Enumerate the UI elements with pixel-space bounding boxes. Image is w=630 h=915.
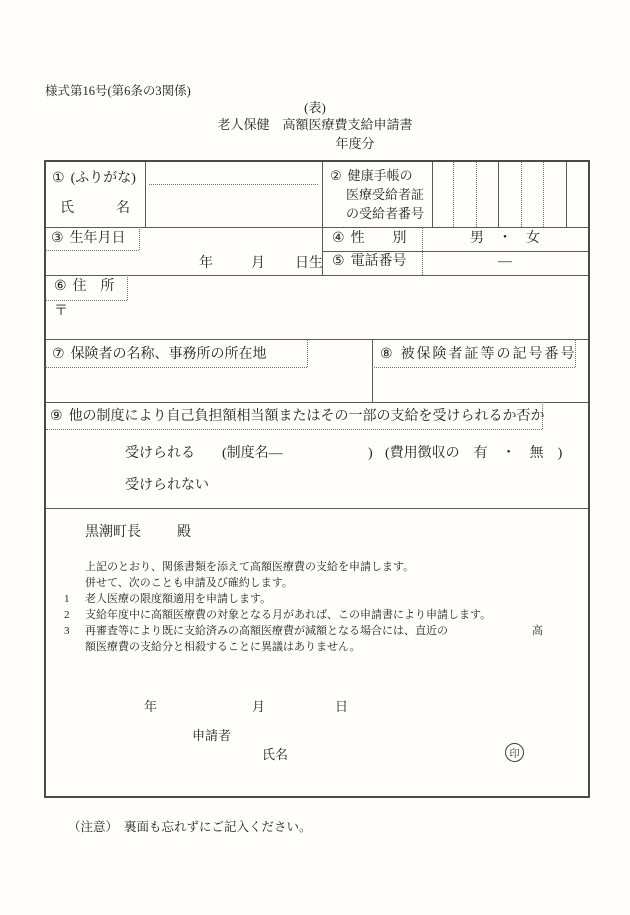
grid-line xyxy=(372,339,373,402)
field-phone-header xyxy=(332,253,407,271)
addressee-honorific: 殿 xyxy=(177,525,191,540)
grid-line xyxy=(46,250,139,251)
fee-collection-label: (費用徴収の 有 ・ 無 ) xyxy=(385,446,563,461)
footer-note xyxy=(68,820,312,836)
item-1-number: 1 xyxy=(64,593,70,605)
recipient-label-line2: 医療受給者証 xyxy=(346,187,425,202)
field-number: ⑦ xyxy=(52,347,65,362)
grid-line xyxy=(46,300,127,301)
grid-line xyxy=(46,227,588,228)
insurer-input-area xyxy=(48,368,370,400)
option-yes: 受けられる xyxy=(125,446,195,461)
insurer-label: 保険者の名称、事務所の所在地 xyxy=(70,347,267,362)
field-number: ③ xyxy=(51,231,64,246)
field-number: ⑨ xyxy=(50,409,63,424)
field-number: ⑥ xyxy=(54,279,67,294)
field-recipient-header xyxy=(330,168,413,184)
recipient-label-line1: 健康手帳の xyxy=(347,168,413,183)
item-2-number: 2 xyxy=(64,609,70,621)
note-text: 裏面も忘れずにご記入ください。 xyxy=(124,820,312,834)
applicant-name-label: 氏名 xyxy=(262,747,289,762)
grid-line xyxy=(139,227,140,250)
form-number: 様式第16号(第6条の3関係) xyxy=(45,84,191,98)
birth-year-label: 年 xyxy=(199,256,213,271)
sex-label: 性 別 xyxy=(350,231,407,246)
field-number: ② xyxy=(330,168,342,183)
field-number: ⑧ xyxy=(380,347,395,362)
item-2-text: 支給年度中に高額医療費の対象となる月があれば、この申請書により申請します。 xyxy=(85,609,492,621)
grid-line xyxy=(322,251,588,252)
birth-day-label: 日生 xyxy=(295,256,323,271)
system-name-open: (制度名― xyxy=(222,446,283,461)
seal-mark-icon xyxy=(505,743,524,762)
furigana-label: (ふりがな) xyxy=(70,171,136,186)
recipient-number-box xyxy=(476,162,498,227)
grid-line xyxy=(46,339,588,340)
postal-mark: 〒 xyxy=(54,304,68,319)
other-system-label: 他の制度により自己負担額相当額またはその一部の支給を受けられるか否か xyxy=(68,409,545,424)
name-label: 氏 名 xyxy=(60,201,130,216)
recipient-number-input-area xyxy=(432,162,588,227)
side-label: (表) xyxy=(304,100,326,115)
option-no: 受けられない xyxy=(125,478,209,493)
grid-line xyxy=(307,339,308,367)
grid-line xyxy=(46,508,588,509)
sex-value: 男 ・ 女 xyxy=(470,231,540,246)
recipient-number-box xyxy=(543,162,565,227)
item-1-text: 老人医療の限度額適用を申請します。 xyxy=(85,593,272,605)
date-month-label: 月 xyxy=(252,699,266,714)
insured-card-label: 被保険者証等の記号番号 xyxy=(400,347,577,362)
recipient-label-line3: の受給者番号 xyxy=(346,206,425,221)
item-3-overflow-char: 高 xyxy=(532,625,543,637)
field-insured-card-header xyxy=(380,346,577,364)
date-year-label: 年 xyxy=(144,699,158,714)
application-table xyxy=(44,160,590,798)
item-3-text-line2: 額医療費の支給分と相殺することに異議はありません。 xyxy=(85,641,361,653)
birthdate-label: 生年月日 xyxy=(69,231,126,246)
phone-label: 電話番号 xyxy=(350,254,407,269)
item-3-text-line1: 再審査等により既に支給済みの高額医療費が減額となる場合には、直近の xyxy=(85,625,448,637)
field-insurer-header xyxy=(52,346,267,364)
field-birthdate-header xyxy=(51,230,126,248)
recipient-number-box xyxy=(566,162,588,227)
field-name-header xyxy=(52,170,136,188)
recipient-number-box xyxy=(498,162,520,227)
declaration-intro-2: 併せて、次のことも申請及び確約します。 xyxy=(85,577,293,589)
recipient-number-box xyxy=(453,162,475,227)
recipient-number-box xyxy=(521,162,543,227)
recipient-number-box xyxy=(432,162,453,227)
birth-month-label: 月 xyxy=(251,256,265,271)
grid-line xyxy=(46,429,542,430)
item-3-number: 3 xyxy=(64,625,70,637)
date-day-label: 日 xyxy=(335,699,349,714)
field-other-system-header xyxy=(50,408,545,426)
declaration-intro-1: 上記のとおり、関係書類を添えて高額医療費の支給を申請します。 xyxy=(85,561,415,573)
name-input-area xyxy=(146,163,321,226)
field-number: ⑤ xyxy=(332,254,345,269)
field-number: ④ xyxy=(332,231,345,246)
phone-value: ― xyxy=(498,254,512,269)
note-label: （注意） xyxy=(68,820,119,834)
seal-character: 印 xyxy=(509,749,520,760)
page-title: 老人保健 高額医療費支給申請書 xyxy=(217,117,413,132)
fiscal-year-label: 年度分 xyxy=(335,136,375,151)
system-name-close: ) xyxy=(368,446,373,461)
field-sex-header xyxy=(332,230,407,248)
grid-line xyxy=(46,402,588,403)
field-number: ① xyxy=(52,171,65,186)
field-address-header xyxy=(54,278,115,296)
address-input-area xyxy=(48,302,586,337)
address-label: 住 所 xyxy=(72,279,115,294)
grid-line xyxy=(127,275,128,300)
applicant-label: 申請者 xyxy=(192,728,232,743)
insured-card-input-area xyxy=(374,368,586,400)
addressee: 黒潮町長 xyxy=(85,525,141,540)
